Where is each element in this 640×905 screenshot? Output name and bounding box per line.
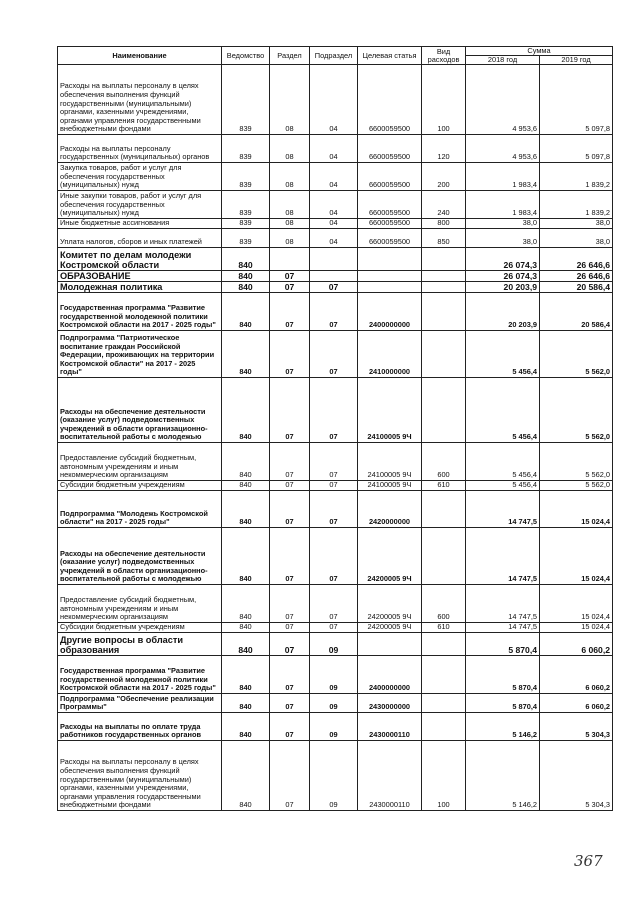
row-dept: 840: [222, 741, 270, 811]
row-exptype: 100: [422, 65, 466, 135]
row-sum-2018: 14 747,5: [466, 623, 540, 633]
row-target: 6600059500: [358, 163, 422, 191]
budget-table: [57, 46, 613, 811]
row-sum-2018: 5 146,2: [466, 713, 540, 741]
row-sum-2018: 14 747,5: [466, 528, 540, 585]
row-subsection: 07: [310, 623, 358, 633]
row-sum-2019: 20 586,4: [540, 293, 613, 331]
row-name: ОБРАЗОВАНИЕ: [58, 271, 222, 282]
table-row: [58, 331, 613, 378]
row-section: 07: [270, 633, 310, 656]
row-target: [358, 248, 422, 271]
table-row: [58, 443, 613, 481]
row-sum-2018: 5 456,4: [466, 481, 540, 491]
row-dept: 839: [222, 135, 270, 163]
row-target: [358, 282, 422, 293]
row-sum-2018: 5 146,2: [466, 741, 540, 811]
row-sum-2019: 15 024,4: [540, 623, 613, 633]
row-subsection: 04: [310, 191, 358, 219]
row-target: 2420000000: [358, 491, 422, 528]
row-name: Подпрограмма "Патриотическое воспитание граждан Российской Федерации, проживающих на территории Костромской области" на 2017 - 2025 годы": [58, 331, 222, 378]
row-name: Молодежная политика: [58, 282, 222, 293]
row-section: 07: [270, 741, 310, 811]
row-sum-2019: 5 562,0: [540, 443, 613, 481]
row-sum-2018: 5 456,4: [466, 443, 540, 481]
row-dept: 840: [222, 656, 270, 694]
row-section: 07: [270, 623, 310, 633]
row-sum-2018: 26 074,3: [466, 271, 540, 282]
row-dept: 840: [222, 713, 270, 741]
budget-table-sheet: [57, 46, 612, 811]
row-dept: 840: [222, 585, 270, 623]
row-sum-2018: 5 870,4: [466, 694, 540, 713]
row-dept: 840: [222, 282, 270, 293]
row-section: 07: [270, 528, 310, 585]
row-subsection: 07: [310, 528, 358, 585]
row-sum-2018: 5 456,4: [466, 331, 540, 378]
row-name: Государственная программа "Развитие государственной молодежной политики Костромской области на 2017 - 2025 годы": [58, 656, 222, 694]
row-target: 2430000110: [358, 741, 422, 811]
row-section: 08: [270, 135, 310, 163]
row-exptype: [422, 491, 466, 528]
row-name: Расходы на обеспечение деятельности (оказание услуг) подведомственных учреждений в области организационно-воспитательной работы с молодежью: [58, 378, 222, 443]
row-target: 2430000110: [358, 713, 422, 741]
row-name: Иные закупки товаров, работ и услуг для обеспечения государственных (муниципальных) нужд: [58, 191, 222, 219]
row-sum-2019: 38,0: [540, 229, 613, 248]
header-target: Целевая статья: [358, 47, 422, 65]
row-subsection: 09: [310, 741, 358, 811]
row-sum-2018: 38,0: [466, 219, 540, 229]
row-dept: 839: [222, 229, 270, 248]
row-sum-2018: 14 747,5: [466, 585, 540, 623]
row-section: 08: [270, 163, 310, 191]
row-name: Другие вопросы в области образования: [58, 633, 222, 656]
table-row: [58, 65, 613, 135]
row-target: 6600059500: [358, 191, 422, 219]
table-row: [58, 135, 613, 163]
row-sum-2018: 1 983,4: [466, 191, 540, 219]
row-target: 6600059500: [358, 135, 422, 163]
row-name: Расходы на обеспечение деятельности (оказание услуг) подведомственных учреждений в области организационно-воспитательной работы с молодежью: [58, 528, 222, 585]
row-name: Подпрограмма "Обеспечение реализации Программы": [58, 694, 222, 713]
row-sum-2019: 1 839,2: [540, 191, 613, 219]
row-subsection: 07: [310, 331, 358, 378]
row-exptype: 610: [422, 481, 466, 491]
row-exptype: 100: [422, 741, 466, 811]
row-subsection: 04: [310, 229, 358, 248]
row-subsection: 09: [310, 656, 358, 694]
table-row: [58, 248, 613, 271]
row-subsection: 04: [310, 65, 358, 135]
row-sum-2019: 26 646,6: [540, 271, 613, 282]
row-subsection: 07: [310, 293, 358, 331]
row-sum-2019: 5 097,8: [540, 135, 613, 163]
row-exptype: 610: [422, 623, 466, 633]
row-name: Уплата налогов, сборов и иных платежей: [58, 229, 222, 248]
row-name: Предоставление субсидий бюджетным, автономным учреждениям и иным некоммерческим организациям: [58, 443, 222, 481]
row-target: 6600059500: [358, 65, 422, 135]
row-sum-2019: 6 060,2: [540, 656, 613, 694]
row-name: Подпрограмма "Молодежь Костромской области" на 2017 - 2025 годы": [58, 491, 222, 528]
row-subsection: 09: [310, 694, 358, 713]
table-row: [58, 656, 613, 694]
row-section: 08: [270, 65, 310, 135]
row-section: 07: [270, 491, 310, 528]
header-dept: Ведомство: [222, 47, 270, 65]
table-row: [58, 633, 613, 656]
row-name: Расходы на выплаты персоналу в целях обеспечения выполнения функций государственными (муниципальными) органами, казенными учреждениями, органами управления государственными внебюджетными фондами: [58, 741, 222, 811]
row-sum-2018: 38,0: [466, 229, 540, 248]
row-subsection: 09: [310, 713, 358, 741]
table-row: [58, 163, 613, 191]
row-sum-2019: 20 586,4: [540, 282, 613, 293]
row-dept: 839: [222, 191, 270, 219]
row-name: Расходы на выплаты персоналу в целях обеспечения выполнения функций государственными (муниципальными) органами, казенными учреждениями, органами управления государственными внебюджетными фондами: [58, 65, 222, 135]
row-name: Расходы на выплаты по оплате труда работников государственных органов: [58, 713, 222, 741]
row-sum-2019: 5 097,8: [540, 65, 613, 135]
row-dept: 840: [222, 491, 270, 528]
table-row: [58, 271, 613, 282]
row-section: 08: [270, 191, 310, 219]
row-sum-2018: 4 953,6: [466, 65, 540, 135]
row-exptype: [422, 694, 466, 713]
table-row: [58, 528, 613, 585]
table-row: [58, 481, 613, 491]
row-name: Государственная программа "Развитие государственной молодежной политики Костромской области на 2017 - 2025 годы": [58, 293, 222, 331]
row-dept: 839: [222, 219, 270, 229]
row-target: 24200005 9Ч: [358, 623, 422, 633]
row-sum-2019: 15 024,4: [540, 491, 613, 528]
row-target: 2400000000: [358, 656, 422, 694]
table-row: [58, 491, 613, 528]
row-target: 6600059500: [358, 229, 422, 248]
table-row: [58, 191, 613, 219]
row-sum-2018: 1 983,4: [466, 163, 540, 191]
header-exptype: Вид расходов: [422, 47, 466, 65]
row-subsection: [310, 248, 358, 271]
row-subsection: 07: [310, 443, 358, 481]
row-exptype: [422, 713, 466, 741]
row-subsection: 04: [310, 219, 358, 229]
row-target: [358, 271, 422, 282]
row-subsection: 07: [310, 481, 358, 491]
row-section: 07: [270, 293, 310, 331]
row-sum-2019: 5 304,3: [540, 713, 613, 741]
row-sum-2019: 15 024,4: [540, 585, 613, 623]
row-sum-2018: 20 203,9: [466, 282, 540, 293]
row-name: Субсидии бюджетным учреждениям: [58, 623, 222, 633]
row-exptype: 200: [422, 163, 466, 191]
table-row: [58, 229, 613, 248]
header-2018: 2018 год: [466, 56, 540, 65]
table-row: [58, 623, 613, 633]
row-sum-2018: 20 203,9: [466, 293, 540, 331]
row-section: [270, 248, 310, 271]
row-sum-2018: 14 747,5: [466, 491, 540, 528]
row-target: 24200005 9Ч: [358, 528, 422, 585]
row-name: Предоставление субсидий бюджетным, автономным учреждениям и иным некоммерческим организациям: [58, 585, 222, 623]
header-subsection: Подраздел: [310, 47, 358, 65]
row-sum-2019: 38,0: [540, 219, 613, 229]
row-section: 07: [270, 713, 310, 741]
row-exptype: [422, 293, 466, 331]
row-target: 2430000000: [358, 694, 422, 713]
row-name: Расходы на выплаты персоналу государственных (муниципальных) органов: [58, 135, 222, 163]
row-section: 07: [270, 585, 310, 623]
row-dept: 840: [222, 293, 270, 331]
row-name: Комитет по делам молодежи Костромской области: [58, 248, 222, 271]
row-subsection: 07: [310, 282, 358, 293]
row-sum-2019: 6 060,2: [540, 633, 613, 656]
row-subsection: [310, 271, 358, 282]
row-exptype: [422, 633, 466, 656]
row-target: 2410000000: [358, 331, 422, 378]
table-row: [58, 378, 613, 443]
row-subsection: 07: [310, 585, 358, 623]
row-exptype: [422, 331, 466, 378]
row-exptype: [422, 528, 466, 585]
row-sum-2019: 6 060,2: [540, 694, 613, 713]
row-target: [358, 633, 422, 656]
row-sum-2018: 26 074,3: [466, 248, 540, 271]
row-name: Иные бюджетные ассигнования: [58, 219, 222, 229]
page-number: 367: [574, 852, 603, 870]
row-exptype: 600: [422, 443, 466, 481]
row-section: 07: [270, 282, 310, 293]
row-dept: 839: [222, 163, 270, 191]
row-dept: 839: [222, 65, 270, 135]
row-section: 07: [270, 271, 310, 282]
table-row: [58, 713, 613, 741]
header-section: Раздел: [270, 47, 310, 65]
row-sum-2018: 5 456,4: [466, 378, 540, 443]
row-target: 24100005 9Ч: [358, 443, 422, 481]
row-exptype: [422, 378, 466, 443]
row-dept: 840: [222, 271, 270, 282]
row-sum-2019: 5 562,0: [540, 481, 613, 491]
table-row: [58, 219, 613, 229]
row-sum-2019: 5 562,0: [540, 378, 613, 443]
row-section: 07: [270, 331, 310, 378]
row-section: 07: [270, 378, 310, 443]
row-exptype: 800: [422, 219, 466, 229]
row-dept: 840: [222, 528, 270, 585]
header-2019: 2019 год: [540, 56, 613, 65]
table-row: [58, 282, 613, 293]
row-sum-2018: 4 953,6: [466, 135, 540, 163]
row-dept: 840: [222, 378, 270, 443]
row-section: 07: [270, 656, 310, 694]
row-dept: 840: [222, 633, 270, 656]
row-exptype: 600: [422, 585, 466, 623]
table-row: [58, 293, 613, 331]
row-section: 07: [270, 694, 310, 713]
row-target: 24100005 9Ч: [358, 378, 422, 443]
row-subsection: 04: [310, 163, 358, 191]
row-subsection: 07: [310, 491, 358, 528]
row-sum-2019: 5 562,0: [540, 331, 613, 378]
header-name: Наименование: [58, 47, 222, 65]
row-name: Закупка товаров, работ и услуг для обеспечения государственных (муниципальных) нужд: [58, 163, 222, 191]
row-sum-2019: 1 839,2: [540, 163, 613, 191]
row-name: Субсидии бюджетным учреждениям: [58, 481, 222, 491]
table-row: [58, 741, 613, 811]
header-sum: Сумма: [466, 47, 613, 56]
row-dept: 840: [222, 623, 270, 633]
table-row: [58, 585, 613, 623]
row-dept: 840: [222, 443, 270, 481]
row-exptype: [422, 282, 466, 293]
row-sum-2019: 15 024,4: [540, 528, 613, 585]
row-subsection: 09: [310, 633, 358, 656]
row-subsection: 04: [310, 135, 358, 163]
row-subsection: 07: [310, 378, 358, 443]
row-target: 24200005 9Ч: [358, 585, 422, 623]
row-sum-2019: 5 304,3: [540, 741, 613, 811]
row-target: 24100005 9Ч: [358, 481, 422, 491]
row-dept: 840: [222, 694, 270, 713]
table-body: [58, 65, 613, 811]
row-sum-2018: 5 870,4: [466, 656, 540, 694]
row-sum-2019: 26 646,6: [540, 248, 613, 271]
row-section: 07: [270, 481, 310, 491]
row-exptype: [422, 271, 466, 282]
row-exptype: [422, 248, 466, 271]
row-dept: 840: [222, 248, 270, 271]
row-dept: 840: [222, 481, 270, 491]
row-exptype: [422, 656, 466, 694]
row-exptype: 240: [422, 191, 466, 219]
row-section: 07: [270, 443, 310, 481]
table-row: [58, 694, 613, 713]
row-section: 08: [270, 219, 310, 229]
row-exptype: 120: [422, 135, 466, 163]
row-dept: 840: [222, 331, 270, 378]
row-section: 08: [270, 229, 310, 248]
row-sum-2018: 5 870,4: [466, 633, 540, 656]
row-target: 6600059500: [358, 219, 422, 229]
row-target: 2400000000: [358, 293, 422, 331]
row-exptype: 850: [422, 229, 466, 248]
